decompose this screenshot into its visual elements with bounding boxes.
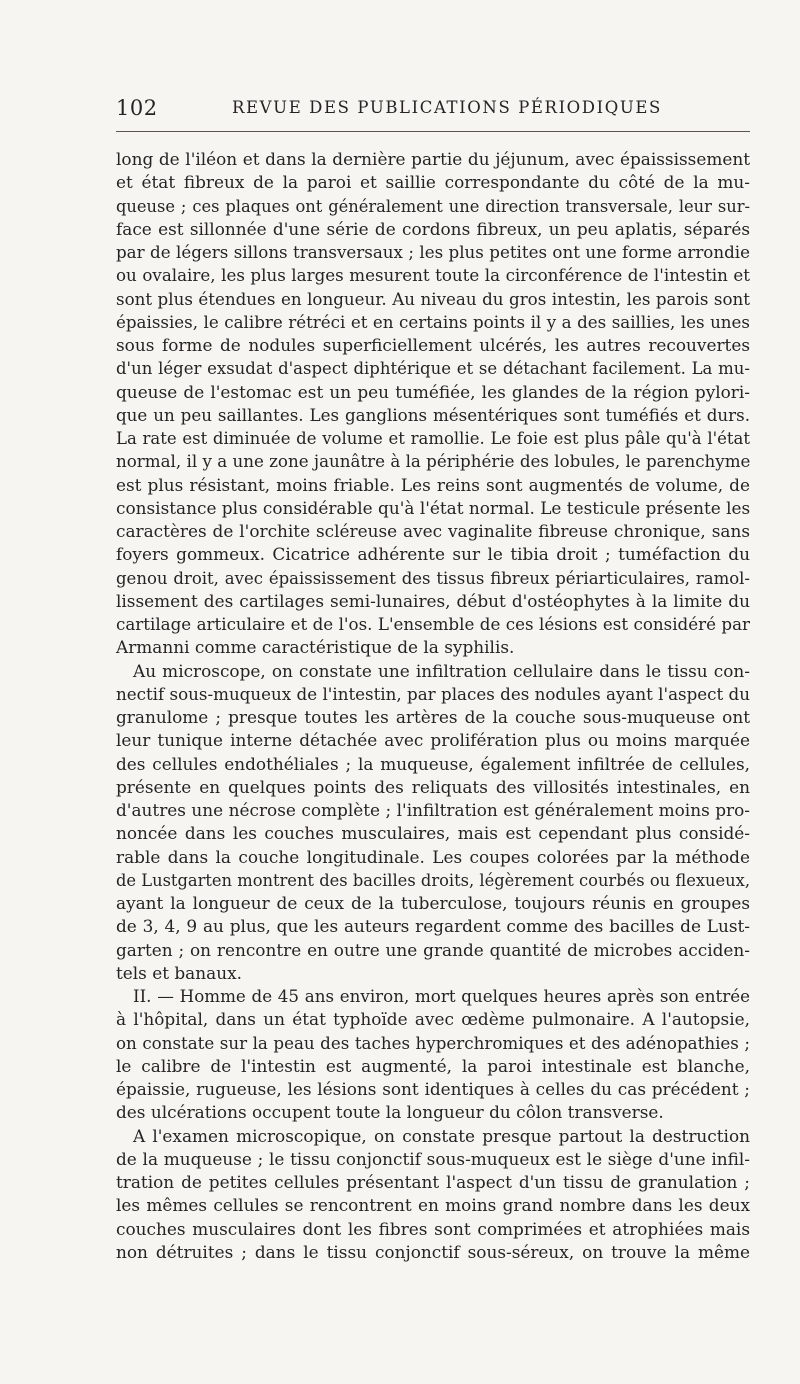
text-line: lissement des cartilages semi-lunaires, début d'ostéophytes à la limite du (116, 590, 750, 611)
text-line: présente en quelques points des reliquats des villosités intestinales, en (116, 776, 750, 797)
text-line: granulome ; presque toutes les artères de la couche sous-muqueuse ont (116, 707, 750, 727)
text-line: non détruites ; dans le tissu conjonctif sous-séreux, on trouve la même (116, 1241, 750, 1262)
text-line: est plus résistant, moins friable. Les reins sont augmentés de volume, de (116, 474, 750, 495)
text-line: Armanni comme caractéristique de la syphilis. (116, 637, 515, 658)
text-line: d'un léger exsudat d'aspect diphtérique et se détachant facilement. La mu- (116, 359, 750, 379)
text-line: ayant la longueur de ceux de la tuberculose, toujours réunis en groupes (116, 893, 750, 913)
body-text (116, 148, 750, 1264)
text-line: nectif sous-muqueux de l'intestin, par places des nodules ayant l'aspect du (116, 683, 750, 704)
page-number: 102 (116, 96, 158, 120)
text-line: à l'hôpital, dans un état typhoïde avec œdème pulmonaire. A l'autopsie, (116, 1009, 750, 1030)
text-line: Au microscope, on constate une infiltration cellulaire dans le tissu con- (133, 660, 750, 681)
text-line: épaissies, le calibre rétréci et en certains points il y a des saillies, les unes (116, 311, 750, 332)
text-line: de la muqueuse ; le tissu conjonctif sous-muqueux est le siège d'une infil- (116, 1148, 750, 1169)
header-rule (116, 131, 750, 132)
text-line: face est sillonnée d'une série de cordons fibreux, un peu aplatis, séparés (116, 218, 750, 239)
text-line: de Lustgarten montrent des bacilles droits, légèrement courbés ou flexueux, (116, 870, 750, 890)
text-line: garten ; on rencontre en outre une grande quantité de microbes acciden- (116, 939, 750, 960)
text-line: par de légers sillons transversaux ; les plus petites ont une forme arrondie (116, 242, 750, 262)
text-line: queuse ; ces plaques ont généralement une direction transversale, leur sur- (116, 196, 750, 216)
text-line: ou ovalaire, les plus larges mesurent toute la circonférence de l'intestin et (116, 265, 750, 286)
text-line: sous forme de nodules superficiellement ulcérés, les autres recouvertes (116, 335, 750, 355)
text-line: long de l'iléon et dans la dernière partie du jéjunum, avec épaississement (116, 149, 750, 169)
text-line: et état fibreux de la paroi et saillie correspondante du côté de la mu- (116, 172, 750, 193)
text-line: caractères de l'orchite scléreuse avec vaginalite fibreuse chronique, sans (116, 521, 750, 541)
text-line: leur tunique interne détachée avec prolifération plus ou moins marquée (116, 730, 750, 751)
text-line: le calibre de l'intestin est augmenté, la paroi intestinale est blanche, (116, 1055, 750, 1076)
text-line: foyers gommeux. Cicatrice adhérente sur le tibia droit ; tuméfaction du (116, 544, 750, 565)
text-line: de 3, 4, 9 au plus, que les auteurs regardent comme des bacilles de Lust- (116, 916, 750, 937)
text-line: des cellules endothéliales ; la muqueuse, également infiltrée de cellules, (116, 753, 750, 774)
text-line: les mêmes cellules se rencontrent en moins grand nombre dans les deux (116, 1195, 750, 1216)
text-line: on constate sur la peau des taches hyperchromiques et des adénopathies ; (116, 1032, 750, 1053)
page-header (116, 96, 750, 124)
text-line: couches musculaires dont les fibres sont comprimées et atrophiées mais (116, 1218, 750, 1239)
text-line: sont plus étendues en longueur. Au niveau du gros intestin, les parois sont (116, 288, 750, 309)
text-line: tration de petites cellules présentant l'aspect d'un tissu de granulation ; (116, 1172, 750, 1192)
text-line: rable dans la couche longitudinale. Les coupes colorées par la méthode (116, 846, 750, 867)
text-line: genou droit, avec épaississement des tissus fibreux périarticulaires, ramol- (116, 568, 750, 588)
text-line: A l'examen microscopique, on constate presque partout la destruction (133, 1125, 750, 1146)
text-line: II. — Homme de 45 ans environ, mort quelques heures après son entrée (133, 986, 750, 1006)
running-title: REVUE DES PUBLICATIONS PÉRIODIQUES (232, 98, 662, 117)
text-line: d'autres une nécrose complète ; l'infiltration est généralement moins pro- (116, 800, 750, 820)
text-line: queuse de l'estomac est un peu tuméfiée, les glandes de la région pylori- (116, 381, 750, 402)
text-line: consistance plus considérable qu'à l'état normal. Le testicule présente les (116, 497, 751, 518)
text-line: des ulcérations occupent toute la longueur du côlon transverse. (116, 1102, 664, 1123)
text-line: La rate est diminuée de volume et ramollie. Le foie est plus pâle qu'à l'état (116, 429, 750, 448)
text-line: tels et banaux. (116, 962, 242, 983)
text-line: noncée dans les couches musculaires, mais est cependant plus considé- (116, 823, 750, 844)
text-line: épaissie, rugueuse, les lésions sont identiques à celles du cas précédent ; (116, 1079, 750, 1099)
text-line: cartilage articulaire et de l'os. L'ensemble de ces lésions est considéré par (116, 614, 750, 634)
text-line: que un peu saillantes. Les ganglions mésentériques sont tuméfiés et durs. (116, 404, 750, 425)
text-line: normal, il y a une zone jaunâtre à la périphérie des lobules, le parenchyme (116, 451, 751, 472)
